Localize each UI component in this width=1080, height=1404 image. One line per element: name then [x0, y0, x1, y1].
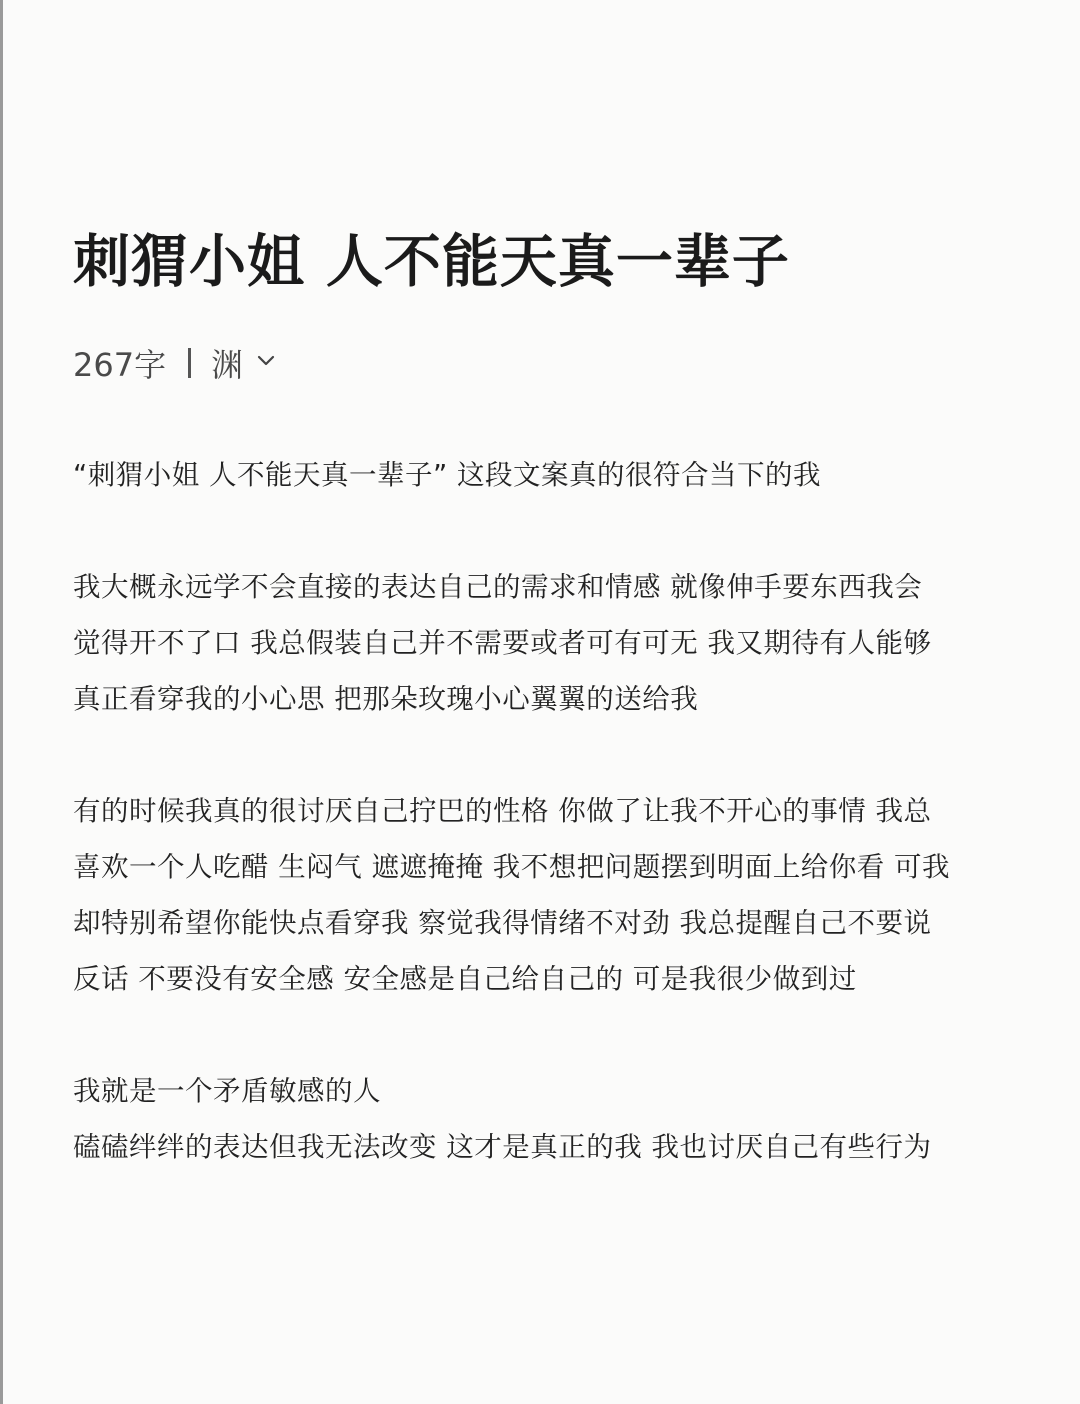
paragraph-line: 磕磕绊绊的表达但我无法改变 这才是真正的我 我也讨厌自己有些行为: [73, 1131, 932, 1163]
author-name[interactable]: 渊: [211, 346, 244, 384]
paragraph-line: 有的时候我真的很讨厌自己拧巴的性格 你做了让我不开心的事情 我总: [73, 795, 932, 827]
meta-divider: [188, 348, 191, 378]
paragraph-line: “刺猬小姐 人不能天真一辈子” 这段文案真的很符合当下的我: [73, 459, 821, 491]
word-count: 267字: [73, 346, 167, 384]
paragraph-line: 真正看穿我的小心思 把那朵玫瑰小心翼翼的送给我: [73, 683, 699, 715]
paragraph-3: [73, 783, 1023, 1007]
article-title: 刺猬小姐 人不能天真一辈子: [73, 229, 790, 295]
paragraph-2: [73, 559, 1023, 727]
paragraph-line: 我大概永远学不会直接的表达自己的需求和情感 就像伸手要东西我会: [73, 571, 923, 603]
page-left-edge: [0, 0, 3, 1404]
paragraph-line: 觉得开不了口 我总假装自己并不需要或者可有可无 我又期待有人能够: [73, 627, 932, 659]
article-meta: [73, 338, 275, 388]
paragraph-line: 喜欢一个人吃醋 生闷气 遮遮掩掩 我不想把问题摆到明面上给你看 可我: [73, 851, 950, 883]
paragraph-line: 反话 不要没有安全感 安全感是自己给自己的 可是我很少做到过: [73, 963, 857, 995]
paragraph-1: [73, 447, 1023, 503]
paragraph-4: [73, 1063, 1023, 1175]
paragraph-line: 我就是一个矛盾敏感的人: [73, 1075, 381, 1107]
chevron-down-icon[interactable]: [257, 352, 275, 370]
paragraph-line: 却特别希望你能快点看穿我 察觉我得情绪不对劲 我总提醒自己不要说: [73, 907, 932, 939]
